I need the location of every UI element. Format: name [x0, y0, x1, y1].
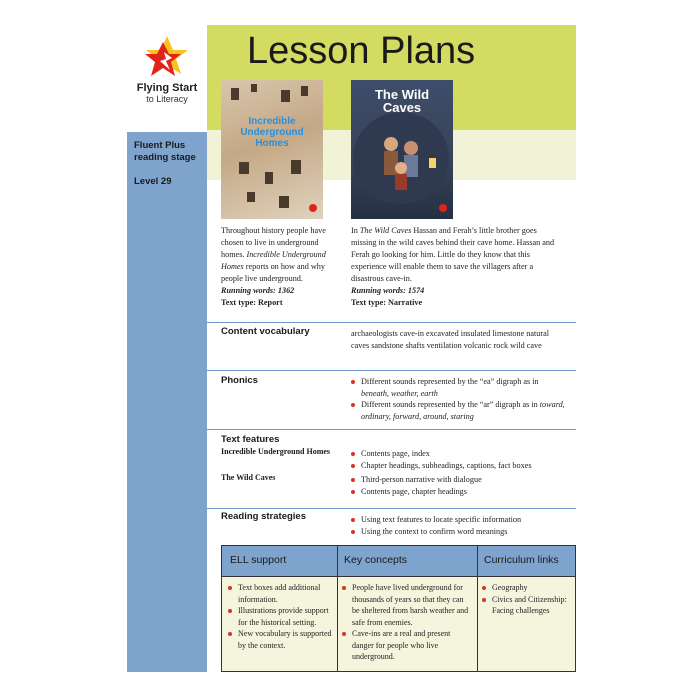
page-title: Lesson Plans [247, 30, 476, 72]
book-description-1 [221, 225, 343, 309]
cave-dwelling-image [221, 80, 323, 219]
key-concepts-list [342, 582, 472, 663]
column-divider [337, 546, 338, 671]
desc-text: In [351, 226, 360, 235]
reading-strategy-item: Using the context to confirm word meanings [351, 526, 566, 538]
key-concepts-header: Key concepts [344, 554, 408, 566]
phonics-item [351, 376, 566, 399]
text-features-list-2 [351, 474, 566, 497]
curriculum-item: Geography [482, 582, 572, 594]
ell-support-list [228, 582, 333, 651]
text-features-book1: Incredible Underground Homes [221, 447, 331, 456]
running-words: Running words: 1362 [221, 286, 295, 295]
ell-item: Text boxes add additional information. [228, 582, 333, 605]
content-vocabulary-heading: Content vocabulary [221, 326, 310, 337]
desc-text: reports on how and why people live underground. [221, 262, 325, 283]
divider [207, 429, 576, 430]
level-label: Level 29 [134, 176, 172, 187]
phonics-item [351, 399, 566, 422]
text-feature-item: Contents page, chapter headings [351, 486, 566, 498]
reading-strategy-item: Using text features to locate specific information [351, 514, 566, 526]
desc-book-title: Incredible Underground Homes [221, 250, 326, 271]
reading-stage: Fluent Plus reading stage [134, 140, 196, 163]
divider [207, 322, 576, 323]
star-logo-icon [141, 34, 193, 80]
header-divider [222, 576, 575, 577]
text-feature-item: Third-person narrative with dialogue [351, 474, 566, 486]
text-type: Text type: Report [221, 298, 283, 307]
key-concept-item: Cave-ins are a real and present danger for people who live underground. [342, 628, 472, 663]
text-type: Text type: Narrative [351, 298, 423, 307]
content-vocabulary-text: archaeologists cave-in excavated insulated limestone natural caves sandstone shafts ventilation volcanic rock wild cave [351, 329, 550, 350]
phonics-item-text: Different sounds represented by the “ar” digraph as in [361, 400, 538, 409]
curriculum-links-header: Curriculum links [484, 554, 559, 566]
running-words: Running words: 1574 [351, 286, 425, 295]
text-feature-item: Chapter headings, subheadings, captions, fact boxes [351, 460, 566, 472]
text-features-book2: The Wild Caves [221, 473, 276, 482]
column-divider [477, 546, 478, 671]
reading-strategies-list [351, 514, 566, 537]
desc-book-title: The Wild Caves [359, 226, 412, 235]
key-concept-item: People have lived underground for thousands of years so that they can be sheltered from harsh weather and safe from enemies. [342, 582, 472, 628]
ell-item: New vocabulary is supported by the context. [228, 628, 333, 651]
book-cover-underground-homes [221, 80, 323, 219]
text-feature-item: Contents page, index [351, 448, 566, 460]
ell-support-header: ELL support [230, 554, 287, 566]
book-description-2 [351, 225, 561, 309]
divider [207, 508, 576, 509]
support-table [221, 545, 576, 672]
cover-title: The Wild Caves [374, 87, 430, 115]
curriculum-item: Civics and Citizenship: Facing challenges [482, 594, 572, 617]
phonics-heading: Phonics [221, 375, 258, 386]
ell-item: Illustrations provide support for the historical setting. [228, 605, 333, 628]
desc-text: Throughout history people have chosen to live in underground homes. [221, 226, 326, 259]
phonics-examples: beneath, weather, earth [361, 388, 438, 398]
phonics-list [351, 376, 566, 422]
phonics-item-text: Different sounds represented by the “ea” digraph as in [361, 377, 539, 386]
logo-tagline: to Literacy [146, 94, 188, 104]
logo-name: Flying Start [136, 82, 198, 94]
sidebar [127, 132, 207, 672]
logo [127, 28, 207, 132]
text-features-heading: Text features [221, 434, 280, 445]
curriculum-links-list [482, 582, 572, 617]
desc-text: Hassan and Ferah’s little brother goes missing in the wild caves behind their cave home. Hassan and Ferah go looking for him. Little do they know that this experience will enable them to save the villagers after a disastrous cave-in. [351, 226, 555, 283]
phonics-examples: toward, ordinary, forward, around, staring [361, 400, 565, 421]
text-features-list-1 [351, 448, 566, 471]
divider [207, 370, 576, 371]
reading-strategies-heading: Reading strategies [221, 511, 306, 522]
cover-title: Incredible Underground Homes [240, 116, 304, 149]
book-cover-wild-caves [351, 80, 453, 219]
